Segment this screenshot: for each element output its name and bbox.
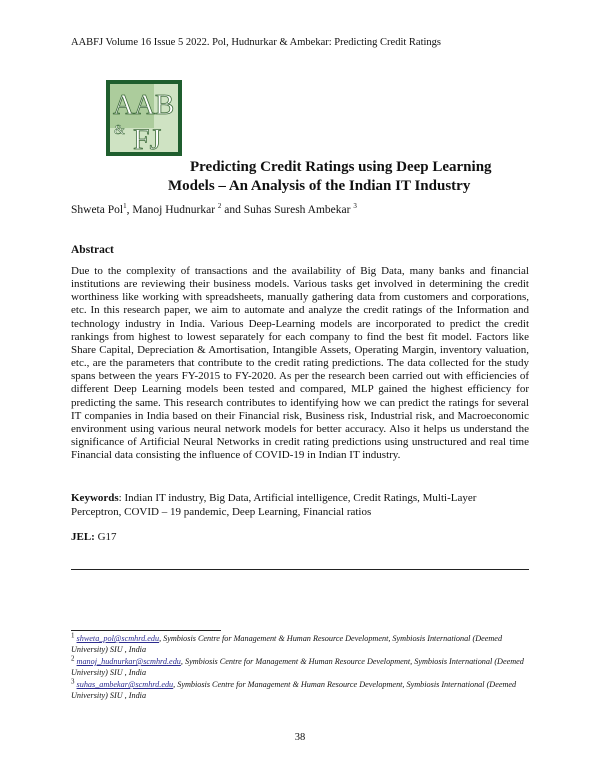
jel-label: JEL: [71,531,95,543]
footnote-1-affiliation: , Symbiosis Centre for Management & Human Resource Development, Symbiosis International (Deemed University) SIU , India [71,634,503,654]
footnote-3 [71,679,531,701]
footnote-1-mark: 1 [71,631,75,640]
logo-text-top: AAB [113,89,175,121]
footnote-3-affiliation: , Symbiosis Centre for Management & Human Resource Development, Symbiosis International (Deemed University) SIU , India [71,680,517,700]
author-separator-2: and Suhas Suresh Ambekar [221,204,354,216]
abstract-body: Due to the complexity of transactions and the availability of Big Data, many banks and financial institutions are reviewing their business models. Various tasks get involved in determining the credit worthiness like working with spreadsheets, manually gathering data from customers and corporations, etc. In this research paper, we aim to automate and analyze the credit ratings of the Information and technology industry in India. Various Deep-Learning models are incorporated to predict the credit rankings from highest to lowest separately for each company to find the best fit model. Factors like Share Capital, Depreciation & Amortisation, Intangible Assets, Operating Margin, inventory valuation, etc., are the parameters that contribute to the credit rating predictions. The data collected for the study spans between the years FY-2015 to FY-2020. As per the research been carried out with efficiencies of different Deep Learning models been tested and compared, MLP gained the highest efficiency for predicting the same. This research contributes to identifying how we can predict the ratings for several IT companies in India based on their Financial risk, Business risk, Industrial risk, and Macroeconomic environment using various neural network models for better accuracy. Also it helps us understand the significance of Artificial Neural Networks in credit rating predictions using unstructured and real time Financial data consisting the influence of COVID-19 in Indian IT industry. [71,265,529,462]
author-line [71,204,357,216]
jel-code: G17 [94,531,117,543]
author-separator-1: , Manoj Hudnurkar [126,204,218,216]
keywords-text: : Indian IT industry, Big Data, Artificial intelligence, Credit Ratings, Multi-Layer Perceptron, COVID – 19 pandemic, Deep Learning, Financial ratios [71,492,477,518]
footnotes [71,633,531,702]
paper-title-line-2: Models – An Analysis of the Indian IT Industry [168,178,471,194]
author-3-footnote-mark[interactable]: 3 [353,202,357,211]
jel-line [71,531,117,543]
author-2-footnote-mark[interactable]: 2 [217,202,222,211]
section-divider [71,569,529,570]
footnote-divider [71,630,221,631]
paper-title-line-1: Predicting Credit Ratings using Deep Learning [190,159,492,175]
footnote-3-email-link[interactable]: suhas_ambekar@scmhrd.edu [76,680,174,689]
footnote-3-mark: 3 [71,677,75,686]
author-1-footnote-mark[interactable]: 1 [123,202,127,211]
footnote-2 [71,656,531,678]
footnote-2-email-link[interactable]: manoj_hudnurkar@scmhrd.edu [76,657,181,666]
abstract-heading: Abstract [71,244,114,256]
footnote-1 [71,633,531,655]
footnote-2-affiliation: , Symbiosis Centre for Management & Human Resource Development, Symbiosis International (Deemed University) SIU , India [71,657,524,677]
journal-logo [106,80,182,156]
author-1: Shweta Pol [71,204,124,216]
footnote-1-email-link[interactable]: shweta_pol@scmhrd.edu [76,634,160,643]
journal-logo-graphic [106,80,182,156]
page-number: 38 [294,732,306,743]
logo-text-bottom: FJ [133,123,162,156]
running-head: AABFJ Volume 16 Issue 5 2022. Pol, Hudnurkar & Ambekar: Predicting Credit Ratings [71,37,442,48]
keywords-paragraph [71,491,529,519]
footnote-2-mark: 2 [71,654,75,663]
keywords-label: Keywords [71,492,119,504]
logo-text-amp: & [114,123,125,138]
